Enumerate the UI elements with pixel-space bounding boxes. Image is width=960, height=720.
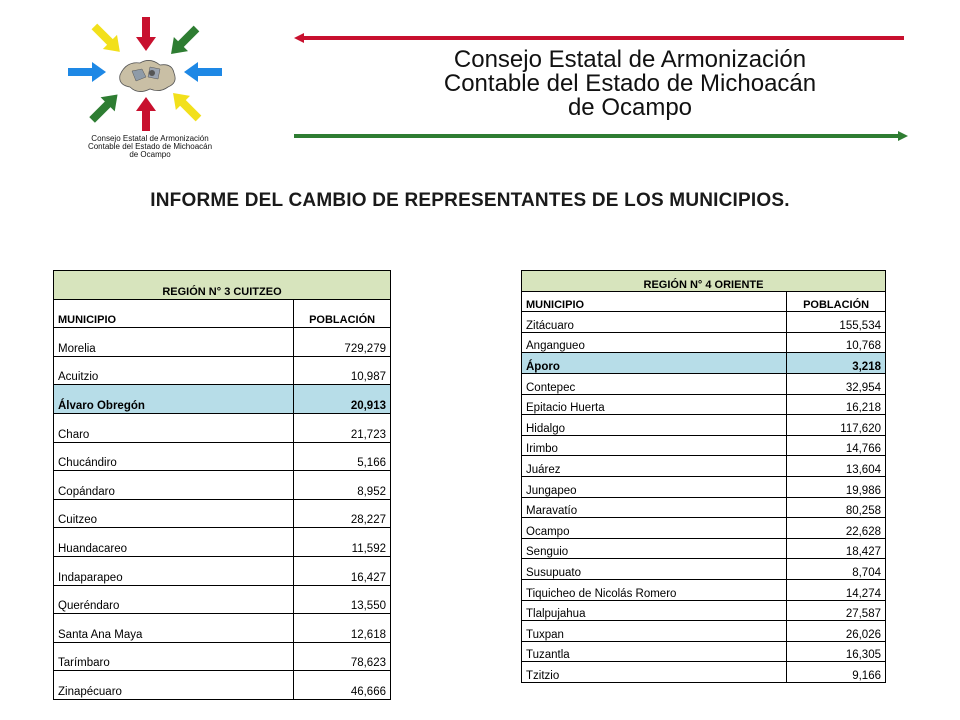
report-title: INFORME DEL CAMBIO DE REPRESENTANTES DE LOS MUNICIPIOS. bbox=[150, 190, 790, 211]
organization-title-line: Contable del Estado de Michoacán bbox=[443, 70, 817, 97]
poblacion-cell: 9,166 bbox=[787, 662, 886, 683]
table-row bbox=[522, 353, 886, 374]
municipio-cell: Zinapécuaro bbox=[54, 671, 294, 700]
green-divider bbox=[294, 134, 902, 138]
poblacion-cell: 19,986 bbox=[787, 476, 886, 497]
region-3-title: REGIÓN N° 3 CUITZEO bbox=[54, 271, 391, 300]
table-row bbox=[522, 559, 886, 580]
table-row bbox=[522, 394, 886, 415]
municipio-cell: Zitácuaro bbox=[522, 312, 787, 333]
municipio-cell: Santa Ana Maya bbox=[54, 614, 294, 643]
municipio-cell: Irimbo bbox=[522, 435, 787, 456]
table-row bbox=[54, 442, 391, 471]
municipio-cell: Morelia bbox=[54, 328, 294, 357]
municipio-cell: Cuitzeo bbox=[54, 499, 294, 528]
table-row bbox=[54, 499, 391, 528]
municipio-cell: Jungapeo bbox=[522, 476, 787, 497]
poblacion-cell: 3,218 bbox=[787, 353, 886, 374]
poblacion-column-header: POBLACIÓN bbox=[787, 291, 886, 312]
municipio-cell: Senguio bbox=[522, 538, 787, 559]
poblacion-cell: 78,623 bbox=[294, 642, 391, 671]
poblacion-cell: 26,026 bbox=[787, 621, 886, 642]
poblacion-cell: 10,768 bbox=[787, 332, 886, 353]
municipio-cell: Tzitzio bbox=[522, 662, 787, 683]
municipio-cell: Acuitzio bbox=[54, 356, 294, 385]
yellow-arrow-top-left-icon bbox=[87, 19, 127, 59]
table-row bbox=[522, 600, 886, 621]
municipio-cell: Angangueo bbox=[522, 332, 787, 353]
poblacion-cell: 11,592 bbox=[294, 528, 391, 557]
poblacion-cell: 14,274 bbox=[787, 579, 886, 600]
municipio-cell: Contepec bbox=[522, 373, 787, 394]
poblacion-cell: 8,952 bbox=[294, 471, 391, 500]
table-row bbox=[522, 435, 886, 456]
table-row bbox=[54, 413, 391, 442]
municipio-cell: Chucándiro bbox=[54, 442, 294, 471]
table-row bbox=[522, 476, 886, 497]
poblacion-cell: 13,604 bbox=[787, 456, 886, 477]
municipio-column-header: MUNICIPIO bbox=[522, 291, 787, 312]
red-arrow-top-icon bbox=[136, 17, 156, 51]
table-row bbox=[54, 328, 391, 357]
municipio-cell: Áporo bbox=[522, 353, 787, 374]
michoacan-map-icon bbox=[120, 60, 175, 91]
poblacion-cell: 10,987 bbox=[294, 356, 391, 385]
poblacion-cell: 12,618 bbox=[294, 614, 391, 643]
green-arrow-top-right-icon bbox=[164, 21, 204, 61]
poblacion-cell: 13,550 bbox=[294, 585, 391, 614]
region-4-table bbox=[521, 270, 886, 683]
poblacion-cell: 21,723 bbox=[294, 413, 391, 442]
table-row bbox=[522, 497, 886, 518]
poblacion-cell: 5,166 bbox=[294, 442, 391, 471]
table-row bbox=[54, 385, 391, 414]
table-row bbox=[54, 556, 391, 585]
poblacion-cell: 16,218 bbox=[787, 394, 886, 415]
municipio-cell: Huandacareo bbox=[54, 528, 294, 557]
poblacion-cell: 155,534 bbox=[787, 312, 886, 333]
municipio-cell: Copándaro bbox=[54, 471, 294, 500]
municipio-cell: Maravatío bbox=[522, 497, 787, 518]
yellow-arrow-bottom-right-icon bbox=[166, 86, 206, 126]
poblacion-cell: 729,279 bbox=[294, 328, 391, 357]
table-row bbox=[54, 585, 391, 614]
poblacion-cell: 20,913 bbox=[294, 385, 391, 414]
municipio-cell: Susupuato bbox=[522, 559, 787, 580]
municipio-cell: Hidalgo bbox=[522, 415, 787, 436]
poblacion-cell: 22,628 bbox=[787, 518, 886, 539]
municipio-cell: Tlalpujahua bbox=[522, 600, 787, 621]
blue-arrow-left-icon bbox=[68, 62, 106, 82]
poblacion-cell: 16,427 bbox=[294, 556, 391, 585]
red-divider bbox=[298, 36, 904, 40]
table-row bbox=[522, 579, 886, 600]
green-arrow-bottom-left-icon bbox=[85, 87, 125, 127]
municipio-cell: Álvaro Obregón bbox=[54, 385, 294, 414]
logo-caption-line: de Ocampo bbox=[129, 150, 171, 159]
municipio-cell: Queréndaro bbox=[54, 585, 294, 614]
table-row bbox=[54, 642, 391, 671]
table-row bbox=[522, 373, 886, 394]
poblacion-cell: 32,954 bbox=[787, 373, 886, 394]
logo-caption-line: Contable del Estado de Michoacán bbox=[87, 142, 213, 151]
municipio-cell: Tarímbaro bbox=[54, 642, 294, 671]
table-row bbox=[54, 671, 391, 700]
table-row bbox=[522, 621, 886, 642]
municipio-cell: Epitacio Huerta bbox=[522, 394, 787, 415]
table-row bbox=[522, 332, 886, 353]
municipio-cell: Juárez bbox=[522, 456, 787, 477]
municipio-cell: Charo bbox=[54, 413, 294, 442]
poblacion-cell: 46,666 bbox=[294, 671, 391, 700]
table-row bbox=[522, 518, 886, 539]
poblacion-cell: 117,620 bbox=[787, 415, 886, 436]
table-row bbox=[54, 471, 391, 500]
region-3-table bbox=[53, 270, 391, 700]
table-row bbox=[522, 456, 886, 477]
poblacion-cell: 16,305 bbox=[787, 641, 886, 662]
logo-caption bbox=[62, 135, 238, 159]
organization-title-line: Consejo Estatal de Armonización bbox=[453, 46, 807, 73]
municipio-cell: Tuxpan bbox=[522, 621, 787, 642]
logo-caption-line: Consejo Estatal de Armonización bbox=[91, 134, 209, 143]
poblacion-cell: 8,704 bbox=[787, 559, 886, 580]
poblacion-column-header: POBLACIÓN bbox=[294, 299, 391, 328]
region-4-title: REGIÓN N° 4 ORIENTE bbox=[522, 271, 886, 292]
municipio-column-header: MUNICIPIO bbox=[54, 299, 294, 328]
organization-title-line: de Ocampo bbox=[567, 94, 693, 121]
municipio-cell: Indaparapeo bbox=[54, 556, 294, 585]
table-row bbox=[522, 415, 886, 436]
table-row bbox=[522, 641, 886, 662]
poblacion-cell: 28,227 bbox=[294, 499, 391, 528]
table-row bbox=[54, 528, 391, 557]
table-row bbox=[522, 312, 886, 333]
poblacion-cell: 27,587 bbox=[787, 600, 886, 621]
green-rule-arrow-icon bbox=[898, 131, 908, 141]
poblacion-cell: 18,427 bbox=[787, 538, 886, 559]
poblacion-cell: 80,258 bbox=[787, 497, 886, 518]
table-row bbox=[522, 662, 886, 683]
municipio-cell: Tiquicheo de Nicolás Romero bbox=[522, 579, 787, 600]
poblacion-cell: 14,766 bbox=[787, 435, 886, 456]
table-row bbox=[54, 614, 391, 643]
blue-arrow-right-icon bbox=[184, 62, 222, 82]
red-arrow-bottom-icon bbox=[136, 97, 156, 131]
municipio-cell: Ocampo bbox=[522, 518, 787, 539]
organization-title bbox=[360, 48, 900, 120]
table-row bbox=[54, 356, 391, 385]
table-row bbox=[522, 538, 886, 559]
municipio-cell: Tuzantla bbox=[522, 641, 787, 662]
